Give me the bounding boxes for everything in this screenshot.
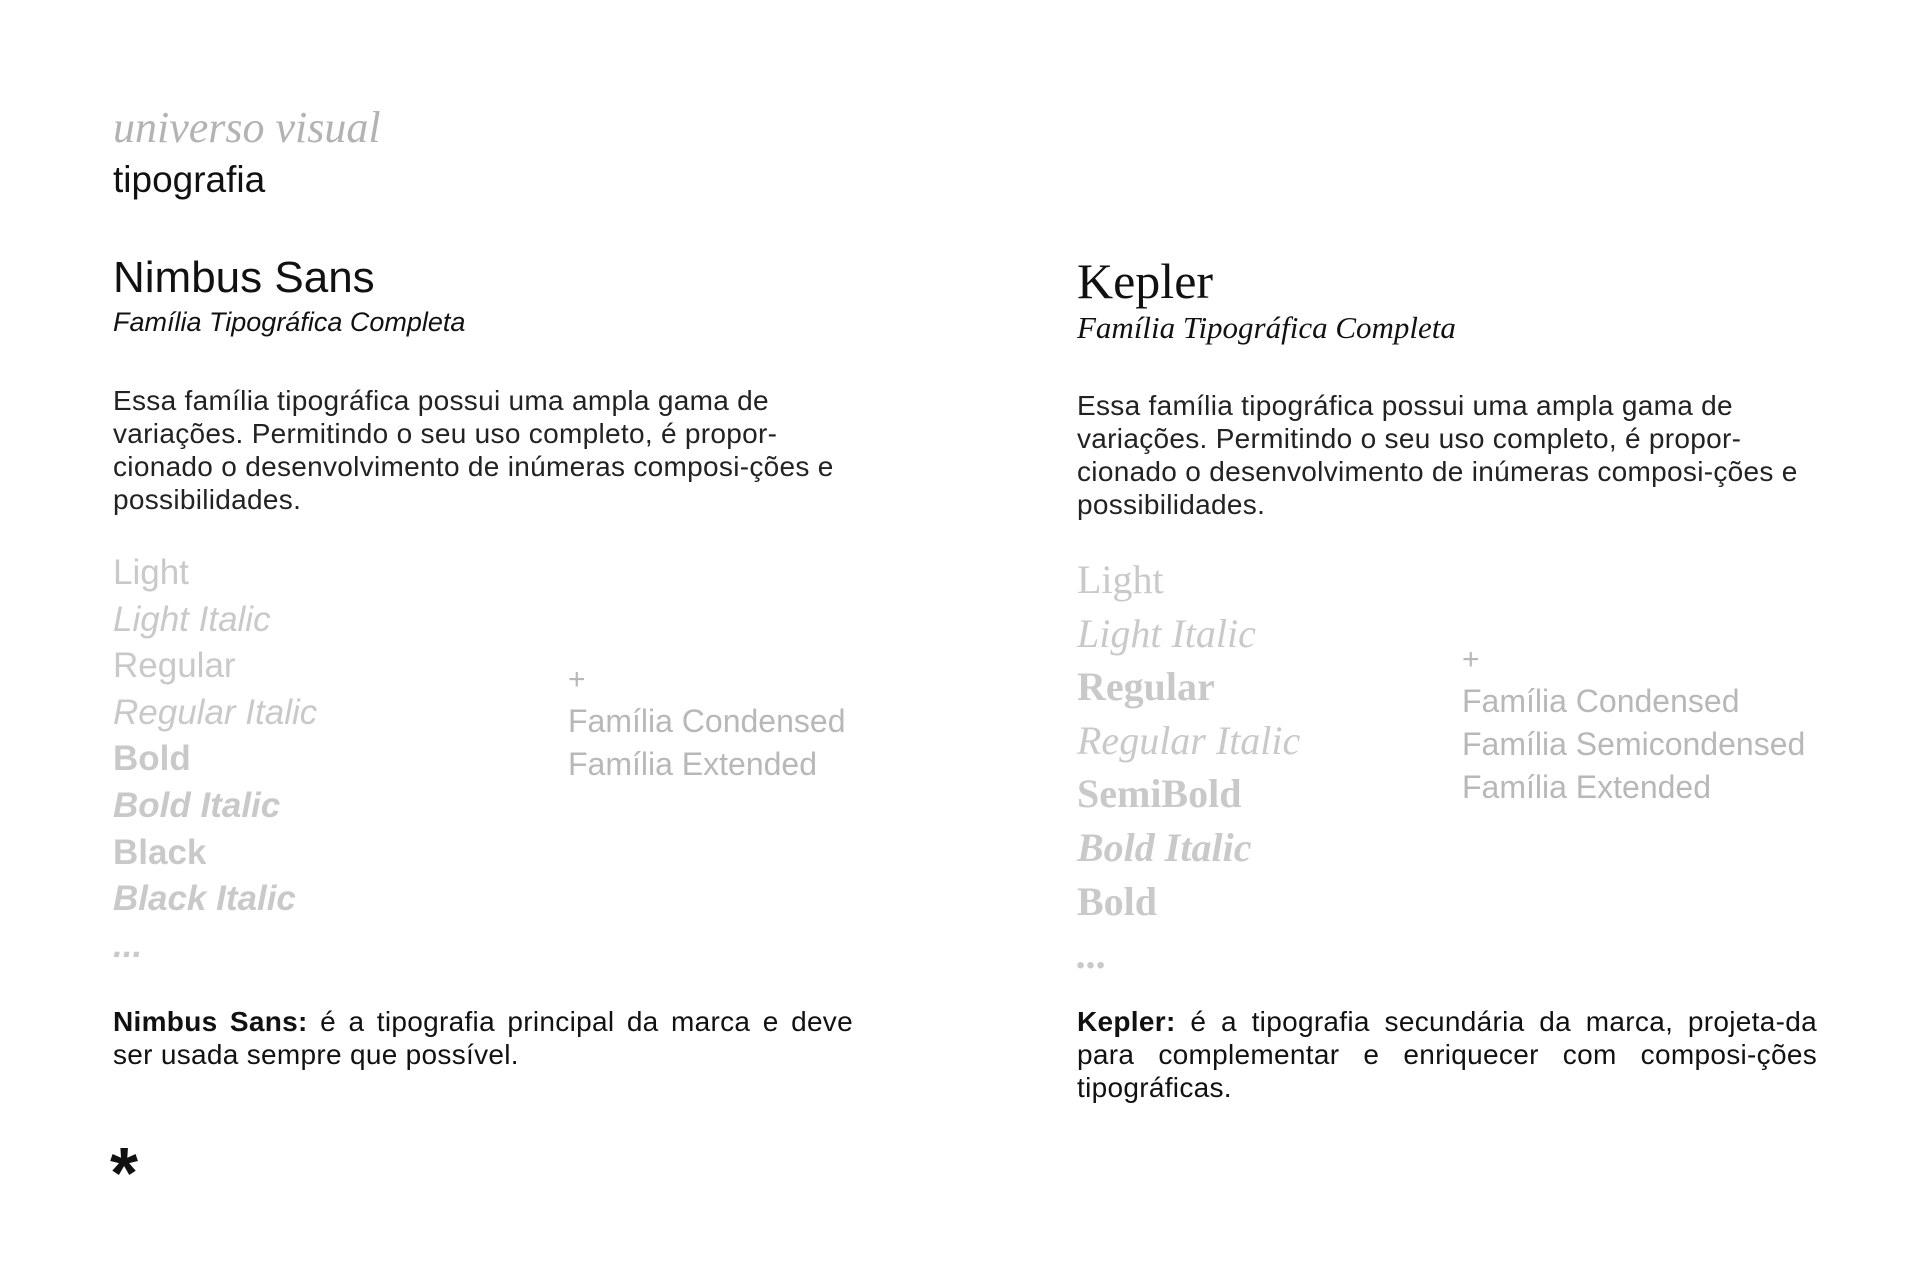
nimbus-plus-sign: +: [568, 663, 586, 696]
kepler-weight-list: [1077, 553, 1300, 982]
kepler-weight-light: Light: [1077, 557, 1164, 602]
asterisk-mark: *: [110, 1134, 139, 1214]
nimbus-description: Essa família tipográfica possui uma ampla gama de variações. Permitindo o seu uso completo, é propor-cionado o desenvolvimento de inúmeras composi-ções e possibilidades.: [113, 385, 834, 515]
kepler-subtitle: Família Tipográfica Completa: [1077, 310, 1456, 345]
nimbus-weight-light-italic: Light Italic: [113, 599, 271, 639]
kepler-note-label: Kepler:: [1077, 1006, 1176, 1037]
nimbus-subtitle: Família Tipográfica Completa: [113, 307, 466, 337]
kepler-families: [1462, 640, 1805, 809]
nimbus-weight-list: [113, 550, 317, 969]
kepler-weight-light-italic: Light Italic: [1077, 610, 1256, 656]
kepler-family-extended: Família Extended: [1462, 769, 1712, 805]
kepler-weight-bold-italic: Bold Italic: [1077, 824, 1252, 870]
nimbus-weight-black-italic: Black Italic: [113, 879, 296, 919]
section-title: tipografia: [113, 159, 266, 200]
nimbus-weight-black: Black: [113, 832, 207, 872]
nimbus-title: Nimbus Sans: [113, 253, 375, 302]
kepler-description: Essa família tipográfica possui uma ampla gama de variações. Permitindo o seu uso completo, é propor-cionado o desenvolvimento de inúmeras composi-ções e possibilidades.: [1077, 390, 1798, 520]
nimbus-weight-regular-italic: Regular Italic: [113, 692, 318, 732]
nimbus-note-text: é a tipografia principal da marca e deve ser usada sempre que possível.: [113, 1006, 853, 1070]
kepler-plus-sign: +: [1462, 643, 1480, 676]
kepler-title: Kepler: [1077, 253, 1214, 309]
nimbus-weight-bold: Bold: [113, 739, 191, 779]
nimbus-family-extended: Família Extended: [568, 746, 818, 782]
nimbus-weight-light: Light: [113, 553, 189, 592]
nimbus-weight-bold-italic: Bold Italic: [113, 785, 281, 825]
kepler-weight-regular: Regular: [1077, 664, 1215, 710]
nimbus-note-label: Nimbus Sans:: [113, 1006, 308, 1037]
kepler-family-condensed: Família Condensed: [1462, 683, 1740, 719]
nimbus-usage-note: [113, 1005, 853, 1071]
kepler-weight-bold: Bold: [1077, 878, 1158, 924]
kepler-weight-regular-italic: Regular Italic: [1077, 717, 1301, 763]
nimbus-weight-more: ...: [113, 925, 143, 965]
kepler-family-semicondensed: Família Semicondensed: [1462, 726, 1806, 762]
section-kicker: universo visual: [113, 103, 381, 152]
kepler-weight-semibold: SemiBold: [1077, 771, 1242, 817]
kepler-usage-note: [1077, 1005, 1817, 1104]
nimbus-family-condensed: Família Condensed: [568, 703, 846, 739]
kepler-weight-more: ...: [1077, 932, 1107, 978]
nimbus-families: [568, 660, 845, 786]
kepler-note-text: é a tipografia secundária da marca, projeta-da para complementar e enriquecer com composi-ções tipográficas.: [1077, 1006, 1817, 1103]
nimbus-weight-regular: Regular: [113, 646, 236, 686]
